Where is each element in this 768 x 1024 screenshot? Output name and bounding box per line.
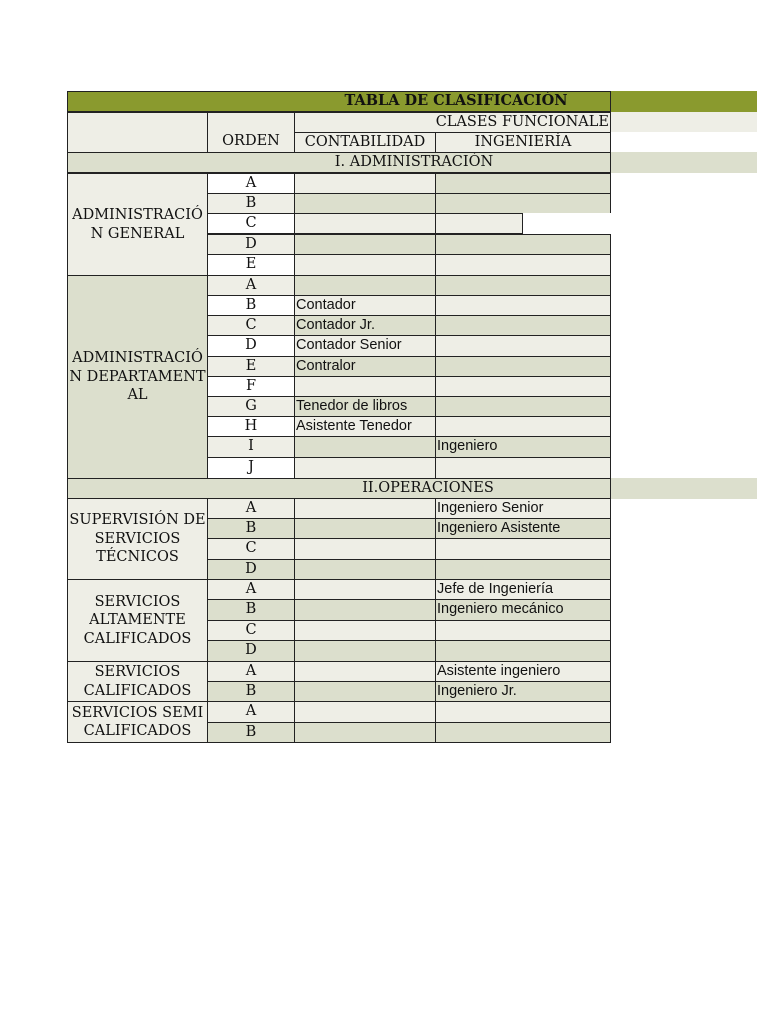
table-title: TABLA DE CLASIFICACIÓN: [67, 91, 611, 112]
ingenieria-cell: [435, 559, 611, 580]
group-administracion-general: ADMINISTRACIÓN GENERAL: [67, 173, 208, 276]
ingenieria-cell: [435, 295, 611, 316]
ingenieria-cell: [435, 213, 523, 234]
ingenieria-cell: [435, 275, 611, 296]
ingenieria-cell: [435, 620, 611, 641]
group-servicios-altamente-calificados: SERVICIOS ALTAMENTE CALIFICADOS: [67, 579, 208, 662]
orden-cell: J: [207, 457, 295, 479]
ingenieria-header: INGENIERÍA: [435, 132, 611, 153]
orden-cell: G: [207, 396, 295, 417]
ingenieria-cell: Asistente ingeniero: [435, 661, 611, 682]
contabilidad-cell: [294, 559, 436, 580]
contabilidad-cell: [294, 213, 436, 234]
contabilidad-cell: [294, 254, 436, 276]
ingenieria-cell: Ingeniero Asistente: [435, 518, 611, 539]
orden-cell: B: [207, 295, 295, 316]
contabilidad-cell: Tenedor de libros: [294, 396, 436, 417]
blank-cell: [522, 213, 611, 234]
contabilidad-cell: [294, 701, 436, 723]
ingenieria-cell: [435, 396, 611, 417]
group-servicios-semicalificados: SERVICIOS SEMICALIFICADOS: [67, 701, 208, 743]
ingenieria-cell: [435, 376, 611, 397]
orden-cell: A: [207, 275, 295, 296]
orden-cell: A: [207, 579, 295, 600]
contabilidad-cell: [294, 376, 436, 397]
orden-cell: C: [207, 620, 295, 641]
ingenieria-cell: [435, 356, 611, 377]
orden-cell: D: [207, 234, 295, 255]
ingenieria-cell: [435, 701, 611, 723]
contabilidad-cell: [294, 518, 436, 539]
ingenieria-cell: [435, 722, 611, 743]
orden-cell: E: [207, 254, 295, 276]
ingenieria-cell: [435, 457, 611, 479]
ingenieria-cell: [435, 640, 611, 662]
section-administracion: I. ADMINISTRACIÓN: [67, 152, 611, 173]
orden-cell: A: [207, 173, 295, 194]
contabilidad-cell: [294, 538, 436, 560]
orden-cell: D: [207, 559, 295, 580]
contabilidad-cell: Contador Jr.: [294, 315, 436, 336]
contabilidad-cell: [294, 620, 436, 641]
orden-cell: B: [207, 681, 295, 702]
contabilidad-cell: [294, 661, 436, 682]
ingenieria-cell: Ingeniero Senior: [435, 498, 611, 519]
ingenieria-cell: [435, 315, 611, 336]
orden-cell: F: [207, 376, 295, 397]
contabilidad-cell: [294, 457, 436, 479]
orden-cell: A: [207, 661, 295, 682]
orden-header: ORDEN: [207, 132, 295, 153]
orden-cell: H: [207, 416, 295, 437]
contabilidad-cell: Contador: [294, 295, 436, 316]
ingenieria-cell: [435, 254, 611, 276]
ingenieria-cell: Jefe de Ingeniería: [435, 579, 611, 600]
contabilidad-cell: [294, 722, 436, 743]
group-servicios-calificados: SERVICIOS CALIFICADOS: [67, 661, 208, 702]
contabilidad-header: CONTABILIDAD: [294, 132, 436, 153]
orden-cell: D: [207, 335, 295, 357]
contabilidad-cell: [294, 436, 436, 458]
orden-cell: C: [207, 213, 295, 234]
group-supervision-servicios-tecnicos: SUPERVISIÓN DE SERVICIOS TÉCNICOS: [67, 498, 208, 580]
contabilidad-cell: [294, 640, 436, 662]
orden-cell: B: [207, 722, 295, 743]
orden-cell: A: [207, 701, 295, 723]
orden-cell: C: [207, 315, 295, 336]
orden-cell: C: [207, 538, 295, 560]
contabilidad-cell: [294, 234, 436, 255]
orden-cell: B: [207, 193, 295, 214]
contabilidad-cell: [294, 193, 436, 214]
orden-cell: D: [207, 640, 295, 662]
contabilidad-cell: [294, 681, 436, 702]
contabilidad-cell: [294, 173, 436, 194]
section-operaciones: II.OPERACIONES: [67, 478, 611, 499]
ingenieria-cell: [435, 416, 611, 437]
contabilidad-cell: [294, 275, 436, 296]
contabilidad-cell: Contador Senior: [294, 335, 436, 357]
contabilidad-cell: [294, 579, 436, 600]
clases-funcionales-header: CLASES FUNCIONALE: [294, 112, 611, 133]
ingenieria-cell: Ingeniero Jr.: [435, 681, 611, 702]
ingenieria-cell: Ingeniero mecánico: [435, 599, 611, 621]
orden-cell: A: [207, 498, 295, 519]
ingenieria-cell: [435, 173, 611, 194]
contabilidad-cell: Asistente Tenedor: [294, 416, 436, 437]
group-administracion-departamental: ADMINISTRACIÓN DEPARTAMENTAL: [67, 275, 208, 479]
orden-cell: B: [207, 599, 295, 621]
ingenieria-cell: [435, 193, 611, 214]
contabilidad-cell: Contralor: [294, 356, 436, 377]
ingenieria-cell: [435, 538, 611, 560]
header-blank-cell: [67, 112, 208, 153]
orden-cell: I: [207, 436, 295, 458]
contabilidad-cell: [294, 498, 436, 519]
orden-cell: B: [207, 518, 295, 539]
ingenieria-cell: [435, 335, 611, 357]
ingenieria-cell: [435, 234, 611, 255]
orden-cell: E: [207, 356, 295, 377]
ingenieria-cell: Ingeniero: [435, 436, 611, 458]
contabilidad-cell: [294, 599, 436, 621]
